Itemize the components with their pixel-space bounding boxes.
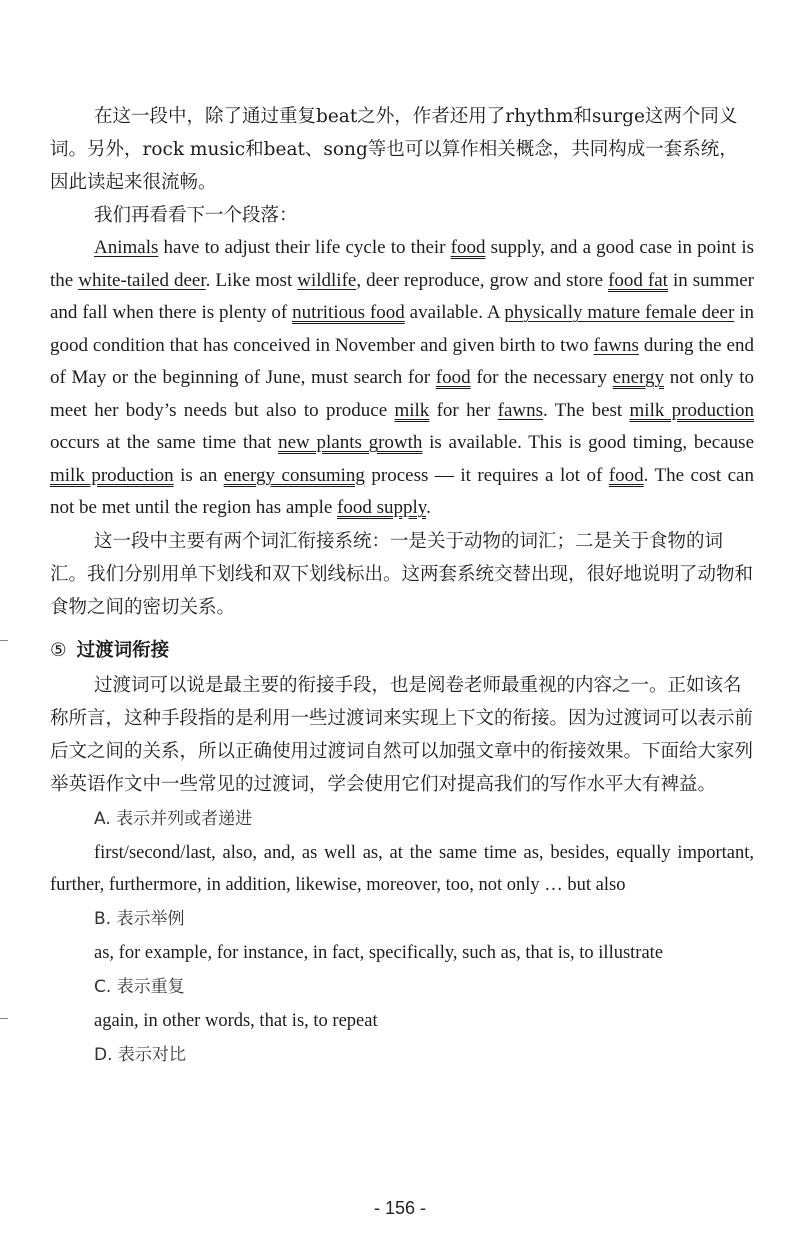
animal-term: wildlife (297, 269, 357, 291)
animal-term: fawns (497, 399, 544, 421)
food-term: energy consuming (223, 464, 365, 486)
section-title: 过渡词衔接 (76, 639, 170, 661)
food-term: food supply (337, 497, 427, 518)
page-number: - 156 - (373, 1198, 427, 1218)
margin-mark (0, 1018, 8, 1019)
section-heading (50, 634, 754, 667)
category-words-b: as, for example, for instance, in fact, specifically, such as, that is, to illustrate (94, 942, 664, 963)
food-term: milk production (50, 464, 174, 486)
category-label-d: D. 表示对比 (94, 1044, 186, 1065)
intro-paragraph: 在这一段中，除了通过重复beat之外，作者还用了rhythm和surge这两个同义词。另外，rock music和beat、song等也可以算作相关概念，共同构成一套系统，因此读起来很流畅。 (50, 106, 738, 193)
section-number: ⑤ (50, 639, 67, 661)
category-label-c: C. 表示重复 (94, 976, 185, 997)
section-body: 过渡词可以说是最主要的衔接手段，也是阅卷老师最重视的内容之一。正如该名称所言，这种手段指的是利用一些过渡词来实现上下文的衔接。因为过渡词可以表示前后文之间的关系，所以正确使用过渡词自然可以加强文章中的衔接效果。下面给大家列举英语作文中一些常见的过渡词，学会使用它们对提高我们的写作水平大有裨益。 (50, 674, 754, 795)
margin-mark (0, 640, 8, 641)
animal-term: physically mature female deer (504, 302, 735, 323)
category-words-c: again, in other words, that is, to repeat (94, 1010, 378, 1031)
food-term: energy (612, 367, 665, 388)
category-label-b: B. 表示举例 (94, 908, 185, 929)
analysis-paragraph: 这一段中主要有两个词汇衔接系统：一是关于动物的词汇；二是关于食物的词汇。我们分别用单下划线和双下划线标出。这两套系统交替出现，很好地说明了动物和食物之间的密切关系。 (50, 530, 754, 618)
category-label-a: A. 表示并列或者递进 (94, 808, 253, 829)
example-passage: Animals have to adjust their life cycle to their food supply, and a good case in point is the white-tailed deer. Like most wildlife, deer reproduce, grow and store food fat in summer and fall when there is plenty of nutritious food available. A physically mature female deer in good condition that has conceived in November and given birth to two fawns during the end of May or the beginning of June, must search for food for the necessary energy not only to meet her body’s needs but also to produce milk for her fawns. The best milk production occurs at the same time that new plants growth is available. This is good timing, because milk production is an energy consuming process — it requires a lot of food. The cost can not be met until the region has ample food supply. (50, 237, 755, 518)
category-words-a: first/second/last, also, and, as well as, at the same time as, besides, equally important, further, furthermore, in addition, likewise, moreover, too, not only … but also (50, 842, 754, 895)
animal-term: fawns (593, 334, 639, 356)
intro-lead-in: 我们再看看下一个段落： (94, 205, 298, 226)
food-term: food (435, 367, 471, 388)
food-term: milk (394, 399, 430, 421)
animal-term: white-tailed deer (78, 269, 206, 291)
food-term: food fat (608, 269, 668, 291)
food-term: milk production (629, 399, 754, 421)
food-term: food (608, 464, 644, 486)
food-term: nutritious food (292, 302, 405, 323)
food-term: new plants growth (278, 432, 423, 453)
food-term: food (450, 237, 486, 258)
animal-term: Animals (94, 237, 159, 258)
